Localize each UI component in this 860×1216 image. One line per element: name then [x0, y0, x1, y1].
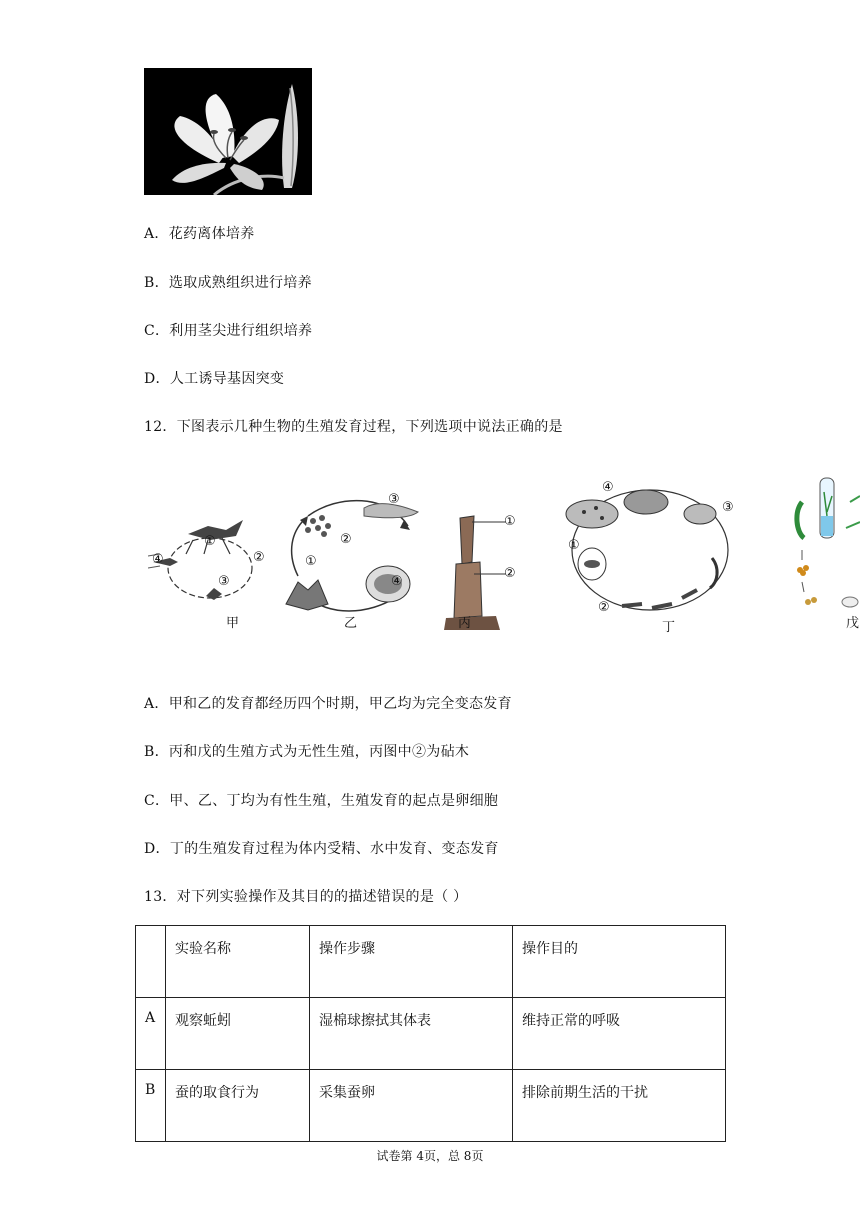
q12-option-c: C．甲、乙、丁均为有性生殖，生殖发育的起点是卵细胞: [144, 793, 499, 809]
q12-stem: 12．下图表示几种生物的生殖发育过程，下列选项中说法正确的是: [144, 419, 563, 435]
yi-mark-2: ②: [340, 532, 352, 547]
q11-option-d: D．人工诱导基因突变: [144, 371, 285, 387]
figure-wu-tissue-culture: [788, 466, 860, 636]
q13-stem: 13．对下列实验操作及其目的的描述错误的是（ ）: [144, 889, 468, 905]
q12-option-a: A．甲和乙的发育都经历四个时期，甲乙均为完全变态发育: [144, 696, 512, 712]
figure-ding-frog-cycle: [562, 466, 742, 636]
yi-mark-1: ①: [305, 554, 317, 569]
table-header-cell: 操作目的: [513, 926, 726, 998]
q13-experiment-table: [135, 925, 726, 1142]
table-cell: 蚕的取食行为: [166, 1070, 310, 1142]
yi-mark-3: ③: [388, 492, 400, 507]
ding-mark-4: ④: [602, 480, 614, 495]
jia-mark-2: ②: [253, 550, 265, 565]
table-cell: A: [136, 998, 166, 1070]
ding-mark-3: ③: [722, 500, 734, 515]
table-header-row: [136, 926, 726, 998]
bing-mark-1: ①: [504, 514, 516, 529]
q12-option-b: B．丙和戊的生殖方式为无性生殖，丙图中②为砧木: [144, 744, 470, 760]
q12-option-d: D．丁的生殖发育过程为体内受精、水中发育、变态发育: [144, 841, 499, 857]
jia-mark-3: ③: [218, 574, 230, 589]
bing-label: 丙: [458, 616, 472, 631]
q11-option-a: A．花药离体培养: [144, 226, 255, 242]
yi-mark-4: ④: [391, 574, 403, 589]
wu-label: 戊: [846, 616, 860, 631]
table-row: [136, 998, 726, 1070]
table-cell: 维持正常的呼吸: [513, 998, 726, 1070]
table-cell: B: [136, 1070, 166, 1142]
ding-label: 丁: [662, 620, 676, 635]
table-cell: 排除前期生活的干扰: [513, 1070, 726, 1142]
yi-label: 乙: [344, 616, 358, 631]
table-header-cell: 实验名称: [166, 926, 310, 998]
bing-mark-2: ②: [504, 566, 516, 581]
table-row: [136, 1070, 726, 1142]
figure-jia-grasshopper-cycle: [148, 466, 273, 631]
table-header-cell: [136, 926, 166, 998]
jia-mark-4: ④: [152, 552, 164, 567]
q11-option-c: C．利用茎尖进行组织培养: [144, 323, 313, 339]
ding-mark-2: ②: [598, 600, 610, 615]
q11-option-b: B．选取成熟组织进行培养: [144, 275, 312, 291]
figure-bing-grafting: [438, 466, 528, 631]
table-cell: 采集蚕卵: [310, 1070, 513, 1142]
jia-mark-1: ①: [204, 534, 216, 549]
table-cell: 观察蚯蚓: [166, 998, 310, 1070]
table-header-cell: 操作步骤: [310, 926, 513, 998]
jia-label: 甲: [226, 616, 240, 631]
lily-flower-image: [144, 68, 312, 195]
page-footer: 试卷第 4页，总 8页: [376, 1149, 484, 1163]
ding-mark-1: ①: [568, 538, 580, 553]
figure-yi-silkworm-cycle: [278, 466, 428, 631]
table-cell: 湿棉球擦拭其体表: [310, 998, 513, 1070]
